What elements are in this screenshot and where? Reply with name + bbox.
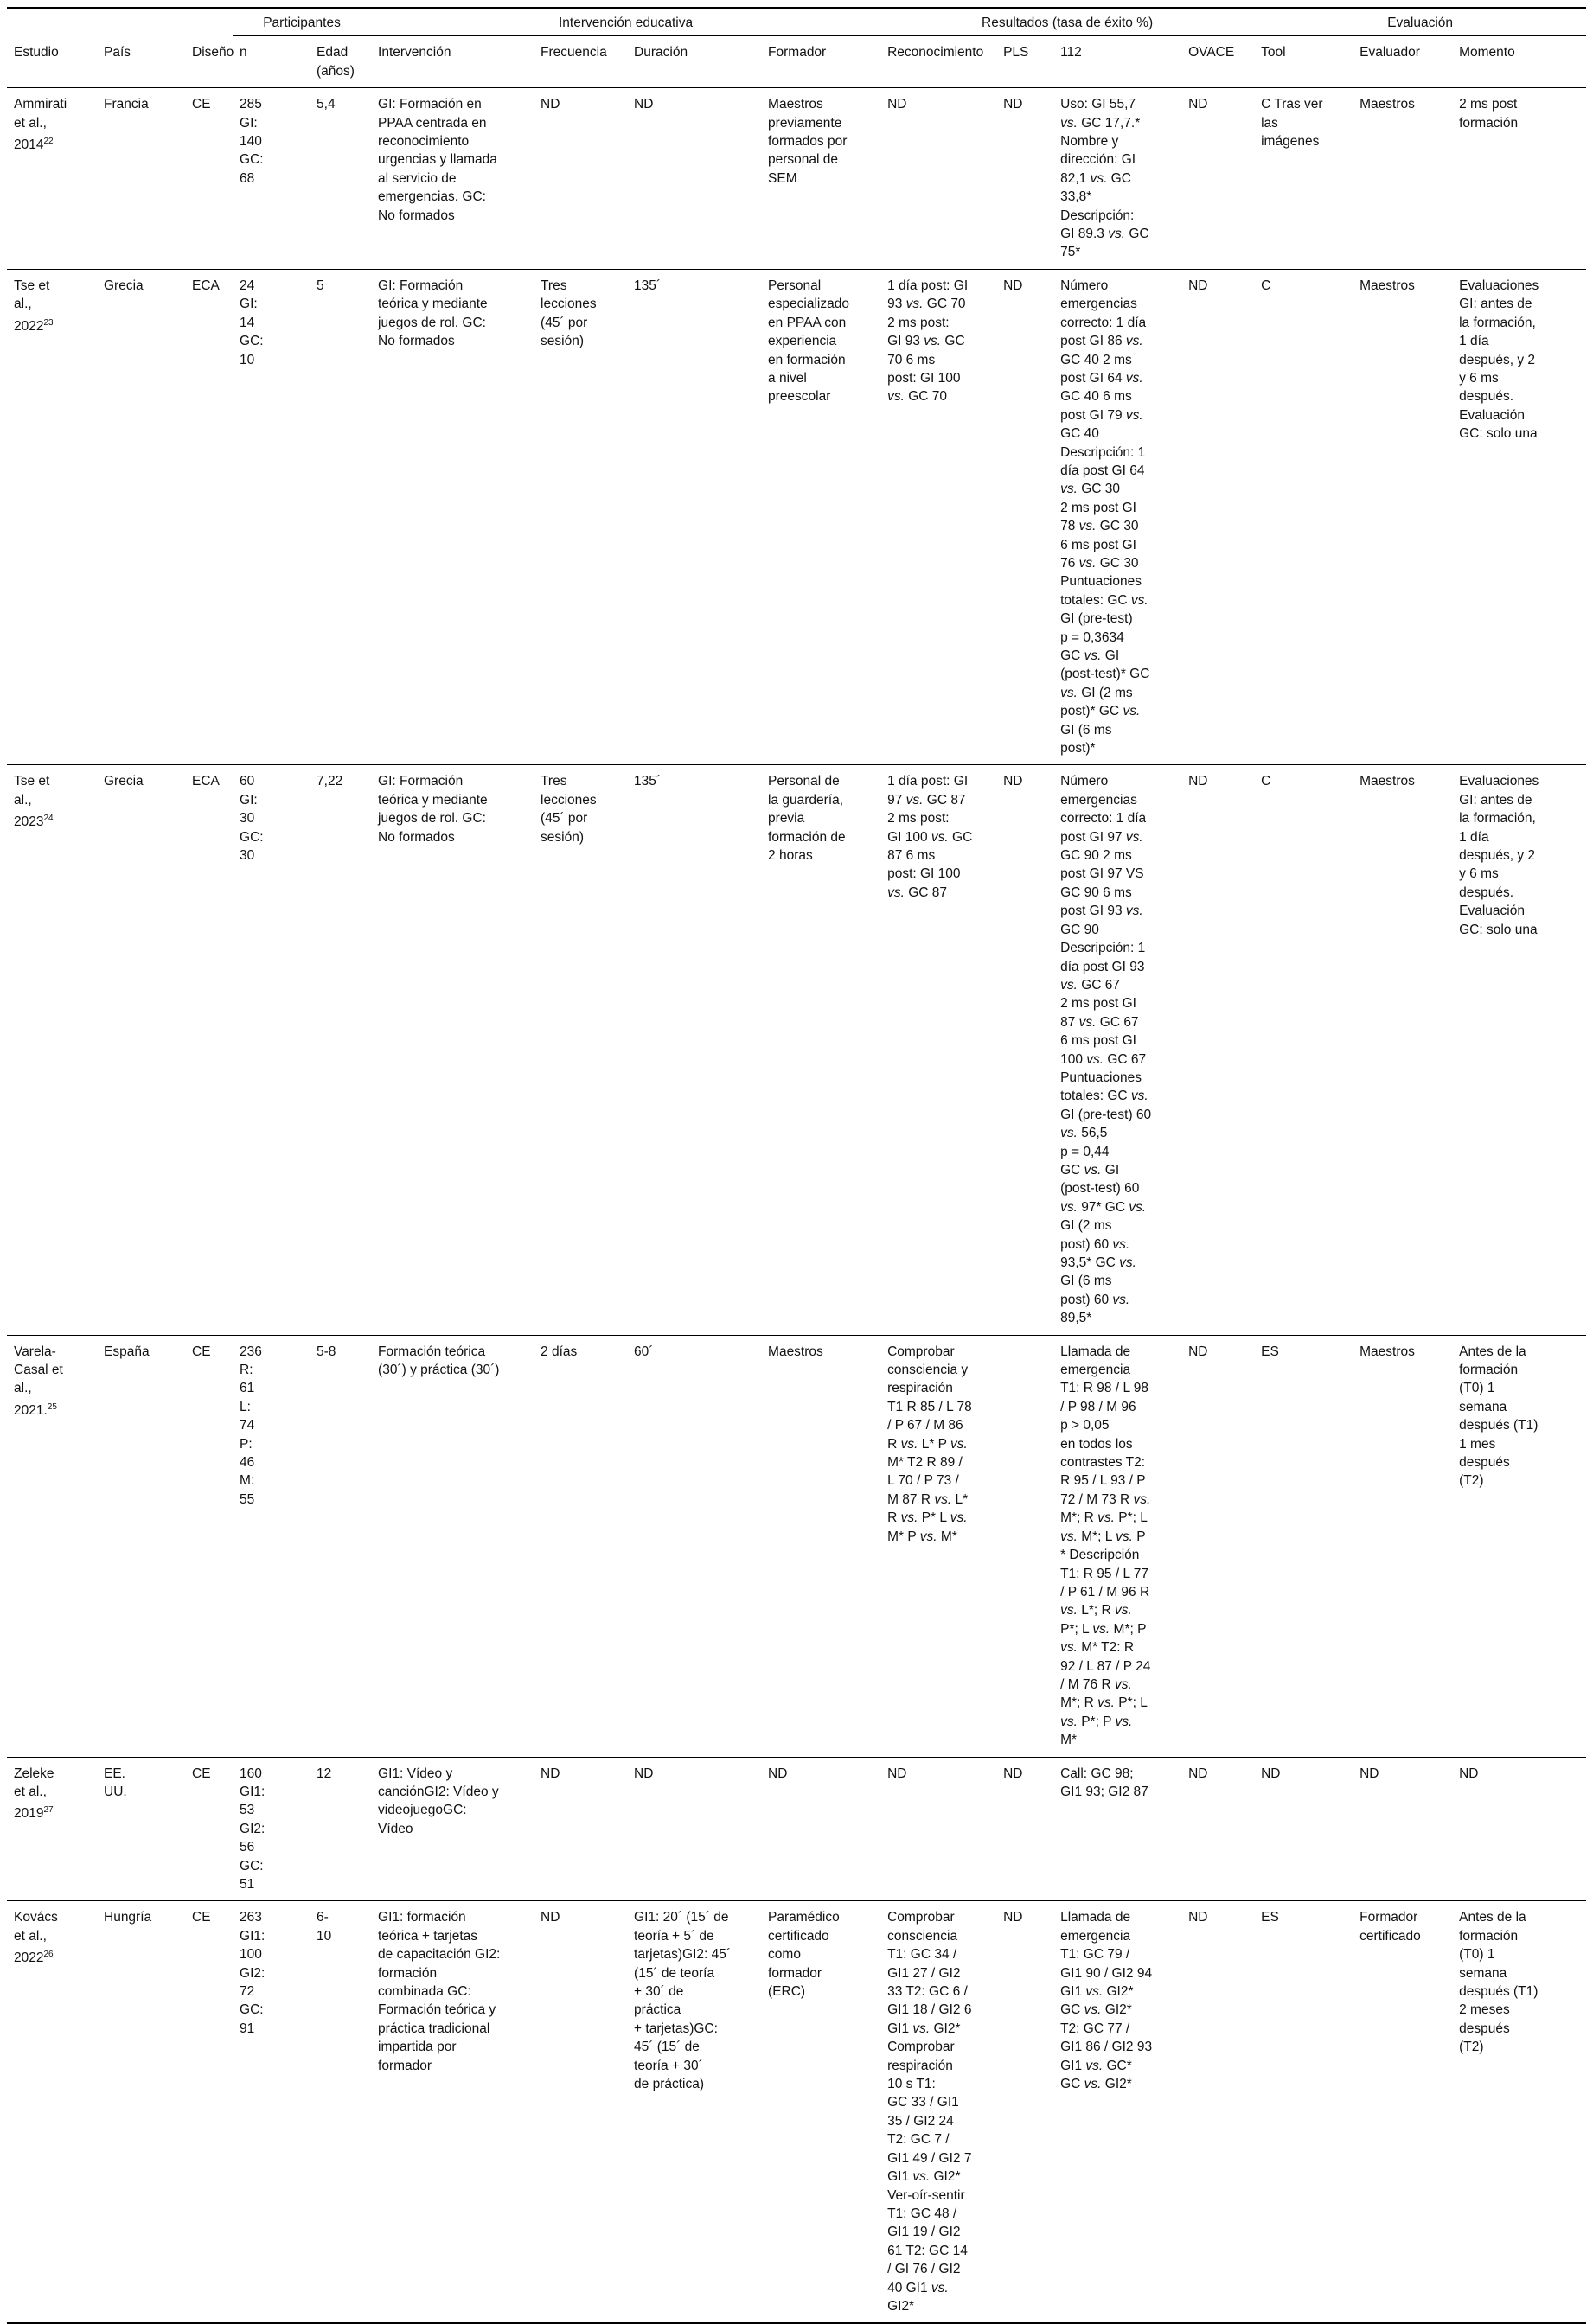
cell-c112: Número emergencias correcto: 1 día post GI 86 vs. GC 40 2 ms post GI 64 vs. GC 40 6 ms post GI 79 vs. GC 40 Descripción: 1 día post GI 64 vs. GC 30 2 ms post GI 78 vs. GC 30 6 ms post GI 76 vs. GC 30 Puntuaciones totales: GC vs. GI (pre-test) p = 0,3634 GC vs. GI (post-test)* GC vs. GI (2 ms post)* GC vs. GI (6 ms post)* (1060, 278, 1150, 757)
cell-intervencion: GI1: formación teórica + tarjetas de capacitación GI2: formación combinada GC: Formación teórica y práctica tradicional impartida por formador (378, 1910, 501, 2073)
col-reconocimiento: Reconocimiento (887, 45, 984, 61)
reference-number: 25 (47, 1401, 57, 1412)
cell-edad: 12 (317, 1765, 332, 1781)
cell-estudio (7, 765, 97, 1335)
cell-pls: ND (1003, 774, 1023, 789)
cell-c112: Número emergencias correcto: 1 día post GI 97 vs. GC 90 2 ms post GI 97 VS GC 90 6 ms post GI 93 vs. GC 90 Descripción: 1 día post GI 93 vs. GC 67 2 ms post GI 87 vs. GC 67 6 ms post GI 100 vs. GC 67 Puntuaciones totales: GC vs. GI (pre-test) 60 vs. 56,5 p = 0,44 GC vs. GI (post-test) 60 vs. 97* GC vs. GI (2 ms post) 60 vs. 93,5* GC vs. GI (6 ms post) 60 vs. 89,5* (1060, 774, 1152, 1326)
cell-pls: ND (1003, 1910, 1023, 1925)
group-evaluacion: Evaluación (1254, 8, 1586, 36)
cell-duracion: ND (634, 97, 654, 112)
cell-evaluador: Formador certificado (1359, 1910, 1421, 1944)
cell-evaluador: Maestros (1359, 278, 1415, 293)
cell-reconocimiento: Comprobar consciencia T1: GC 34 / GI1 27 / GI2 33 T2: GC 6 / GI1 18 / GI2 6 GI1 vs. GI2* Comprobar respiración 10 s T1: GC 33 / GI1 35 / GI2 24 T2: GC 7 / GI1 49 / GI2 7 GI1 vs. GI2* Ver-oír-sentir T1: GC 48 / GI1 19 / GI2 61 T2: GC 14 / GI 76 / GI2 40 GI1 vs. GI2* (887, 1910, 972, 2314)
cell-pls: ND (1003, 1765, 1023, 1781)
cell-momento: Evaluaciones GI: antes de la formación, 1 día después, y 2 y 6 ms después. Evaluación GC: solo una (1459, 774, 1539, 937)
cell-n: 60 GI: 30 GC: 30 (240, 774, 264, 864)
cell-diseno: CE (192, 1910, 211, 1925)
table-row (7, 269, 1586, 765)
cell-pais: EE. UU. (104, 1765, 127, 1799)
cell-reconocimiento: 1 día post: GI 93 vs. GC 70 2 ms post: GI 93 vs. GC 70 6 ms post: GI 100 vs. GC 70 (887, 278, 969, 405)
cell-pais: España (104, 1344, 150, 1359)
cell-momento: 2 ms post formación (1459, 97, 1519, 131)
cell-evaluador: Maestros (1359, 97, 1415, 112)
column-header-row (7, 36, 1586, 88)
cell-momento: Antes de la formación (T0) 1 semana después (T1) 1 mes después (T2) (1459, 1344, 1539, 1489)
table-row (7, 765, 1586, 1335)
cell-frecuencia: ND (541, 1765, 560, 1781)
cell-edad: 7,22 (317, 774, 343, 789)
cell-edad: 5 (317, 278, 324, 293)
cell-frecuencia: Tres lecciones (45´ por sesión) (541, 774, 597, 845)
cell-tool: ES (1261, 1910, 1279, 1925)
col-momento: Momento (1459, 45, 1515, 61)
cell-formador: Maestros previamente formados por personal de SEM (768, 97, 848, 186)
cell-reconocimiento: ND (887, 97, 907, 112)
col-intervencion: Intervención (378, 45, 451, 61)
cell-tool: ES (1261, 1344, 1279, 1359)
cell-formador: Personal especializado en PPAA con experiencia en formación a nivel preescolar (768, 278, 849, 405)
cell-intervencion: GI1: Vídeo y canciónGI2: Vídeo y videojuegoGC: Vídeo (378, 1765, 499, 1836)
col-pls: PLS (1003, 45, 1029, 61)
cell-estudio (7, 269, 97, 765)
cell-momento: Antes de la formación (T0) 1 semana después (T1) 2 meses después (T2) (1459, 1910, 1539, 2055)
cell-edad: 6- 10 (317, 1910, 332, 1944)
cell-estudio (7, 1335, 97, 1757)
cell-diseno: CE (192, 1765, 211, 1781)
reference-number: 23 (43, 317, 54, 328)
cell-tool: C (1261, 774, 1271, 789)
group-participantes: Participantes (233, 8, 371, 36)
col-tool: Tool (1261, 45, 1286, 61)
reference-number: 26 (43, 1950, 54, 1960)
cell-ovace: ND (1188, 1765, 1208, 1781)
reference-number: 22 (43, 137, 54, 147)
cell-tool: ND (1261, 1765, 1281, 1781)
cell-formador: ND (768, 1765, 788, 1781)
cell-edad: 5-8 (317, 1344, 336, 1359)
cell-pls: ND (1003, 97, 1023, 112)
table-body (7, 88, 1586, 2324)
table-header (7, 8, 1586, 88)
cell-reconocimiento: Comprobar consciencia y respiración T1 R 85 / L 78 / P 67 / M 86 R vs. L* P vs. M* T2 R 89 / L 70 / P 73 / M 87 R vs. L* R vs. P* L vs. M* P vs. M* (887, 1344, 972, 1544)
col-edad: Edad (años) (317, 45, 355, 79)
cell-formador: Maestros (768, 1344, 823, 1359)
table-row (7, 1335, 1586, 1757)
study-name: Tse et al., 2022 (14, 278, 50, 334)
cell-momento: Evaluaciones GI: antes de la formación, 1 día después, y 2 y 6 ms después. Evaluación GC: solo una (1459, 278, 1539, 442)
cell-duracion: GI1: 20´ (15´ de teoría + 5´ de tarjetas)GI2: 45´ (15´ de teoría + 30´ de práctica + tarjetas)GC: 45´ (15´ de teoría + 30´ de práctica) (634, 1910, 732, 2092)
cell-reconocimiento: ND (887, 1765, 907, 1781)
cell-n: 24 GI: 14 GC: 10 (240, 278, 264, 367)
cell-frecuencia: 2 días (541, 1344, 578, 1359)
cell-estudio (7, 1757, 97, 1901)
cell-c112: Llamada de emergencia T1: R 98 / L 98 / P 98 / M 96 p > 0,05 en todos los contrastes T2: R 95 / L 93 / P 72 / M 73 R vs. M*; R vs. P*; L vs. M*; L vs. P * Descripción T1: R 95 / L 77 / P 61 / M 96 R vs. L*; R vs. P*; L vs. M*; P vs. M* T2: R 92 / L 87 / P 24 / M 76 R vs. M*; R vs. P*; L vs. P*; P vs. M* (1060, 1344, 1151, 1748)
col-formador: Formador (768, 45, 827, 61)
table-row (7, 88, 1586, 270)
cell-n: 160 GI1: 53 GI2: 56 GC: 51 (240, 1765, 266, 1892)
cell-c112: Llamada de emergencia T1: GC 79 / GI1 90 / GI2 94 GI1 vs. GI2* GC vs. GI2* T2: GC 77 / GI1 86 / GI2 93 GI1 vs. GC* GC vs. GI2* (1060, 1910, 1153, 2092)
reference-number: 24 (43, 814, 54, 824)
cell-diseno: ECA (192, 278, 220, 293)
cell-momento: ND (1459, 1765, 1479, 1781)
cell-ovace: ND (1188, 774, 1208, 789)
cell-ovace: ND (1188, 278, 1208, 293)
cell-tool: C Tras ver las imágenes (1261, 97, 1323, 150)
study-name: Varela- Casal et al., 2021. (14, 1344, 63, 1418)
col-duracion: Duración (634, 45, 688, 61)
group-resultados: Resultados (tasa de éxito %) (880, 8, 1254, 36)
cell-diseno: CE (192, 1344, 211, 1359)
cell-ovace: ND (1188, 1344, 1208, 1359)
reference-number: 27 (43, 1805, 54, 1816)
cell-intervencion: GI: Formación en PPAA centrada en reconocimiento urgencias y llamada al servicio de emergencias. GC: No formados (378, 97, 497, 223)
study-name: Tse et al., 2023 (14, 774, 50, 830)
cell-frecuencia: ND (541, 97, 560, 112)
col-evaluador: Evaluador (1359, 45, 1420, 61)
col-n: n (240, 45, 247, 61)
study-name: Zeleke et al., 2019 (14, 1765, 54, 1822)
cell-n: 236 R: 61 L: 74 P: 46 M: 55 (240, 1344, 262, 1507)
col-ovace: OVACE (1188, 45, 1235, 61)
table-row (7, 1901, 1586, 2323)
cell-n: 263 GI1: 100 GI2: 72 GC: 91 (240, 1910, 266, 2036)
cell-estudio (7, 1901, 97, 2323)
cell-n: 285 GI: 140 GC: 68 (240, 97, 264, 186)
cell-pais: Grecia (104, 774, 144, 789)
cell-duracion: 60´ (634, 1344, 654, 1359)
cell-formador: Paramédico certificado como formador (ERC) (768, 1910, 840, 2000)
cell-frecuencia: ND (541, 1910, 560, 1925)
cell-intervencion: Formación teórica (30´) y práctica (30´) (378, 1344, 500, 1378)
cell-ovace: ND (1188, 1910, 1208, 1925)
cell-evaluador: Maestros (1359, 1344, 1415, 1359)
cell-estudio (7, 88, 97, 270)
cell-pais: Grecia (104, 278, 144, 293)
cell-frecuencia: Tres lecciones (45´ por sesión) (541, 278, 597, 349)
col-diseno: Diseño (192, 44, 234, 60)
group-intervencion: Intervención educativa (371, 8, 880, 36)
study-name: Ammirati et al., 2014 (14, 97, 67, 153)
cell-formador: Personal de la guardería, previa formación de 2 horas (768, 774, 846, 864)
col-frecuencia: Frecuencia (541, 45, 607, 61)
cell-tool: C (1261, 278, 1271, 293)
cell-reconocimiento: 1 día post: GI 97 vs. GC 87 2 ms post: GI 100 vs. GC 87 6 ms post: GI 100 vs. GC 87 (887, 774, 973, 900)
cell-edad: 5,4 (317, 97, 336, 112)
cell-pls: ND (1003, 278, 1023, 293)
studies-table (7, 7, 1586, 2324)
cell-pls (996, 1335, 1053, 1757)
results-table-page (7, 7, 1586, 2324)
cell-intervencion: GI: Formación teórica y mediante juegos de rol. GC: No formados (378, 278, 488, 349)
cell-evaluador: ND (1359, 1765, 1379, 1781)
cell-c112: Uso: GI 55,7 vs. GC 17,7.* Nombre y dirección: GI 82,1 vs. GC 33,8* Descripción: GI 89.3 vs. GC 75* (1060, 97, 1149, 260)
col-pais: País (104, 44, 131, 60)
cell-evaluador: Maestros (1359, 774, 1415, 789)
cell-intervencion: GI: Formación teórica y mediante juegos de rol. GC: No formados (378, 774, 488, 845)
cell-pais: Francia (104, 97, 149, 112)
cell-diseno: ECA (192, 774, 220, 789)
cell-ovace: ND (1188, 97, 1208, 112)
col-112: 112 (1060, 45, 1082, 61)
cell-diseno: CE (192, 97, 211, 112)
table-row (7, 1757, 1586, 1901)
cell-c112: Call: GC 98; GI1 93; GI2 87 (1060, 1765, 1148, 1799)
col-estudio: Estudio (14, 44, 59, 60)
cell-pais: Hungría (104, 1910, 152, 1925)
cell-duracion: 135´ (634, 278, 662, 293)
cell-duracion: ND (634, 1765, 654, 1781)
study-name: Kovács et al., 2022 (14, 1910, 58, 1966)
cell-duracion: 135´ (634, 774, 662, 789)
